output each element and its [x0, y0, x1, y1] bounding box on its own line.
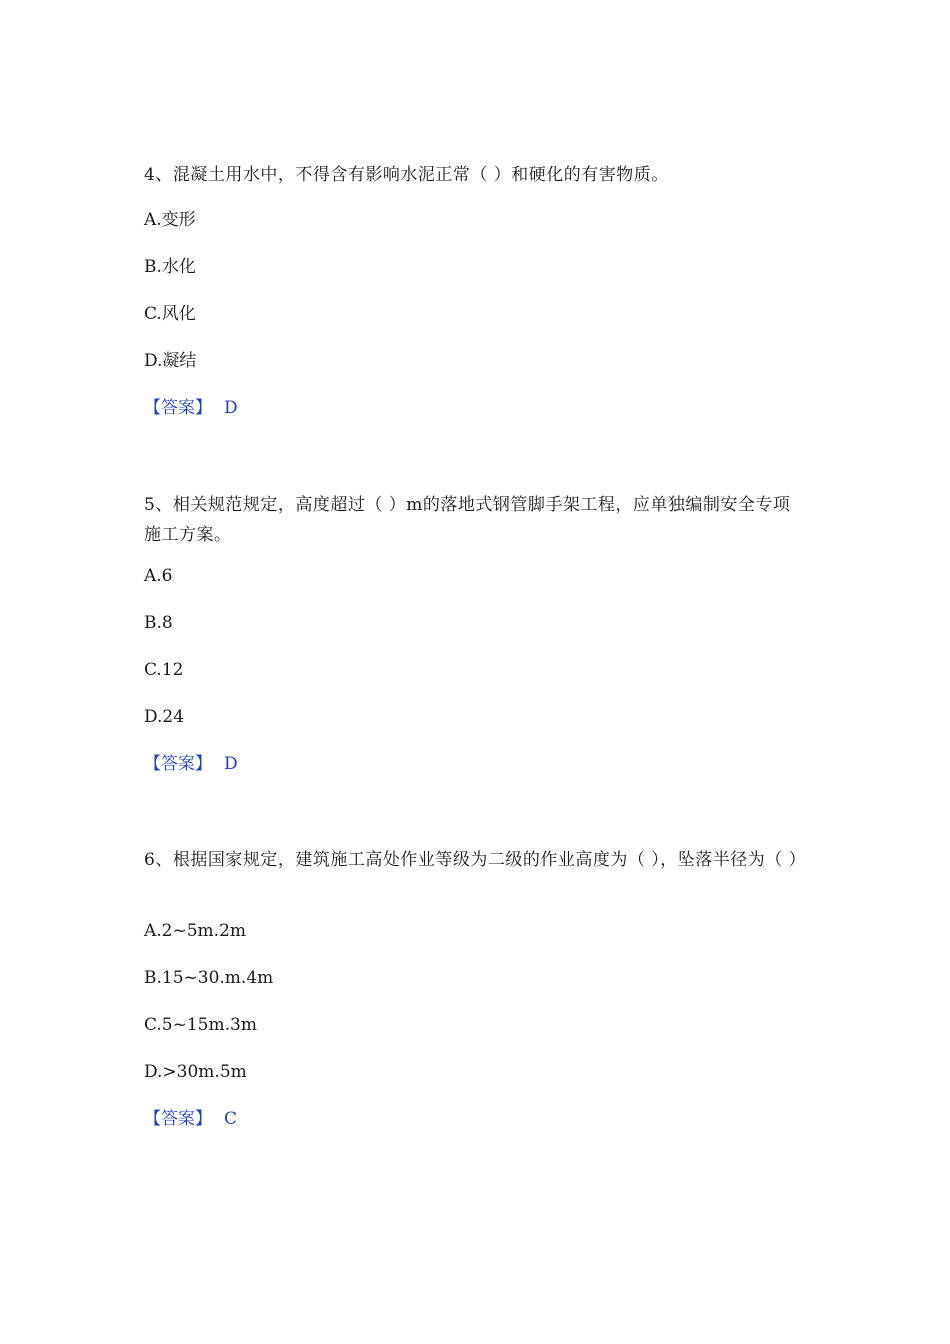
answer-value: D — [224, 398, 238, 418]
answer-value: D — [224, 754, 238, 774]
option-b: B.8 — [144, 613, 173, 633]
option-a: A.2~5m.2m — [144, 921, 247, 941]
answer-value: C — [224, 1109, 238, 1129]
answer-line — [144, 1109, 237, 1129]
answer-line — [144, 754, 238, 774]
option-a: A.变形 — [144, 210, 196, 230]
question-4 — [144, 160, 804, 418]
answer-line — [144, 398, 238, 418]
question-6 — [144, 845, 807, 1129]
question-5 — [144, 490, 804, 774]
option-c: C.5~15m.3m — [144, 1015, 257, 1035]
option-b: B.水化 — [144, 257, 196, 277]
question-text: 4、混凝土用水中，不得含有影响水泥正常（ ）和硬化的有害物质。 — [144, 165, 669, 185]
answer-tag: 【答案】 — [144, 754, 212, 774]
option-d: D.24 — [144, 707, 185, 727]
question-text: 5、相关规范规定，高度超过（ ）m的落地式钢管脚手架工程，应单独编制安全专项施工方案。 — [144, 495, 791, 545]
answer-tag: 【答案】 — [144, 398, 212, 418]
answer-tag: 【答案】 — [144, 1109, 212, 1129]
option-d: D.凝结 — [144, 351, 197, 371]
option-c: C.12 — [144, 660, 184, 680]
option-c: C.风化 — [144, 304, 196, 324]
option-d: D.>30m.5m — [144, 1062, 247, 1082]
question-text: 6、根据国家规定，建筑施工高处作业等级为二级的作业高度为（ ），坠落半径为（ ） — [144, 850, 807, 870]
option-b: B.15~30.m.4m — [144, 968, 274, 988]
option-a: A.6 — [144, 566, 173, 586]
